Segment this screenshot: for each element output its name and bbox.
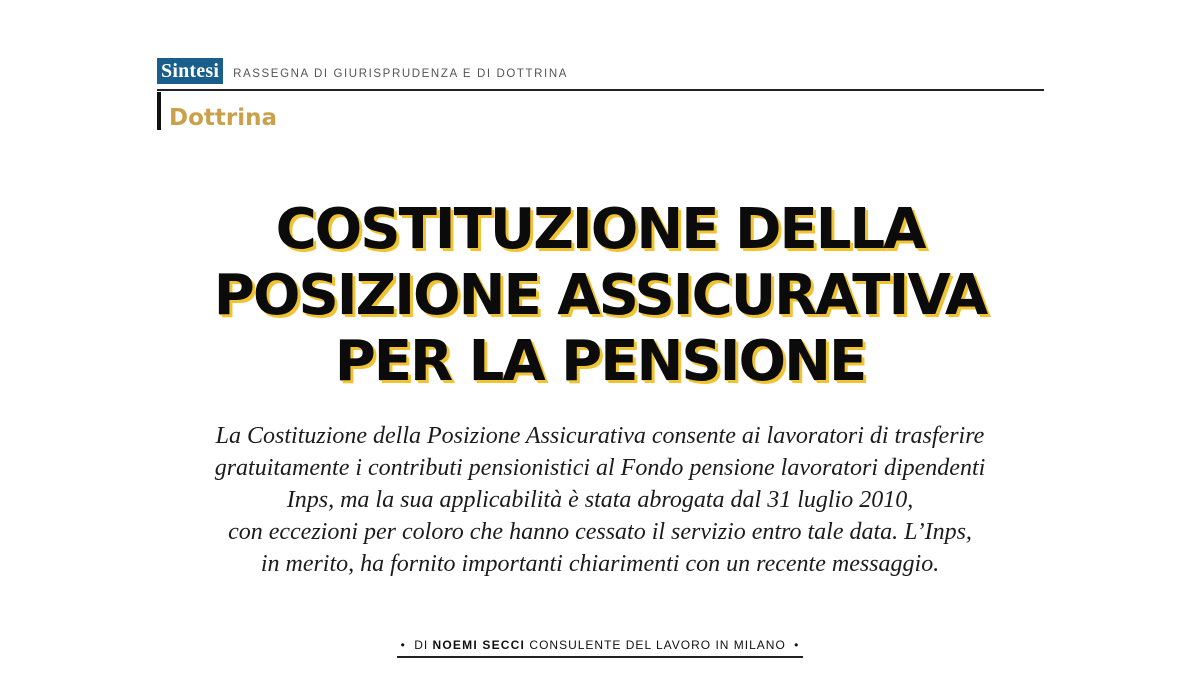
brand-subtitle: RASSEGNA DI GIURISPRUDENZA E DI DOTTRINA <box>233 68 569 80</box>
article-title <box>150 197 1050 395</box>
article-abstract <box>160 420 1040 580</box>
header-rule <box>157 89 1044 91</box>
section-marker <box>157 92 161 130</box>
author-name: NOEMI SECCI <box>432 638 526 652</box>
abstract-line: La Costituzione della Posizione Assicurativa consente ai lavoratori di trasferire <box>215 423 985 449</box>
byline-container <box>0 636 1200 658</box>
abstract-line: gratuitamente i contributi pensionistici al Fondo pensione lavoratori dipendenti <box>214 455 986 481</box>
byline-prefix: DI <box>414 638 429 652</box>
byline <box>397 638 804 658</box>
abstract-line: con eccezioni per coloro che hanno cessato il servizio entro tale data. L’Inps, <box>228 519 972 545</box>
magazine-header <box>157 54 568 84</box>
title-line: POSIZIONE ASSICURATIVA <box>213 263 987 328</box>
brand-logo: Sintesi <box>157 58 223 84</box>
section-label: Dottrina <box>169 105 278 131</box>
author-role: CONSULENTE DEL LAVORO IN MILANO <box>529 638 786 652</box>
bullet-icon: • <box>794 638 800 652</box>
bullet-icon: • <box>400 638 406 652</box>
abstract-line: Inps, ma la sua applicabilità è stata abrogata dal 31 luglio 2010, <box>286 487 914 513</box>
title-line: COSTITUZIONE DELLA <box>275 197 925 262</box>
abstract-line: in merito, ha fornito importanti chiarimenti con un recente messaggio. <box>260 551 940 577</box>
title-line: PER LA PENSIONE <box>334 329 866 394</box>
